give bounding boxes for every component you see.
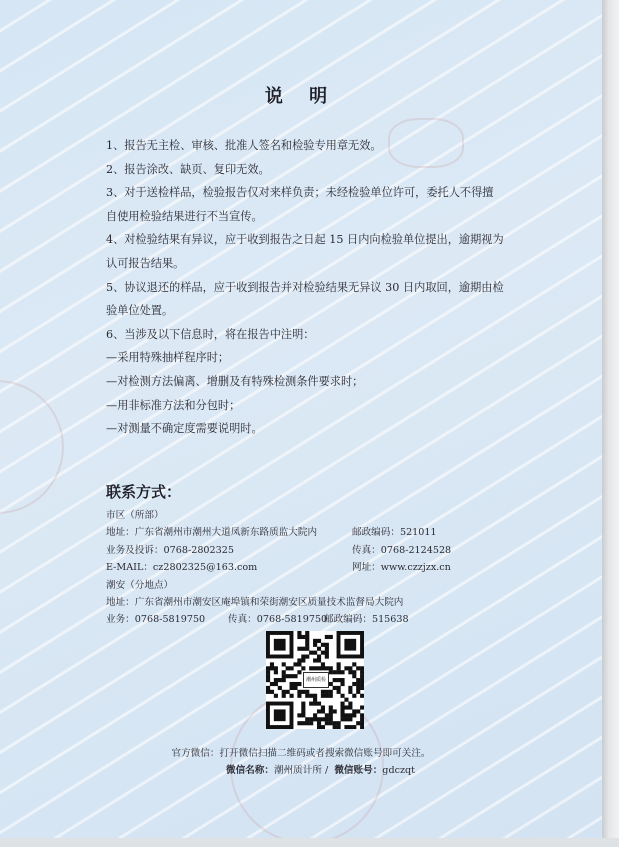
- note-line: 自使用检验结果进行不当宣传。: [106, 209, 263, 223]
- qr-module: [305, 635, 309, 639]
- qr-module: [290, 674, 294, 678]
- qr-module: [313, 713, 317, 717]
- qr-module: [325, 655, 329, 659]
- qr-module: [301, 690, 305, 694]
- qr-module: [352, 682, 356, 686]
- qr-module: [360, 717, 364, 721]
- qr-module: [333, 709, 337, 713]
- city-office-label: 市区（所部）: [106, 510, 164, 521]
- qr-module: [297, 658, 301, 662]
- qr-module: [337, 725, 341, 729]
- qr-module: [313, 694, 317, 698]
- qr-module: [329, 670, 333, 674]
- qr-module: [293, 682, 297, 686]
- qr-module: [360, 678, 364, 682]
- qr-module: [297, 631, 301, 635]
- qr-module: [337, 686, 341, 690]
- qr-module: [337, 678, 341, 682]
- city-phone: 业务及投诉：0768-2802325: [106, 544, 234, 556]
- note-line: 3、对于送检样品，检验报告仅对来样负责；未经检验单位许可，委托人不得擅: [106, 186, 494, 200]
- qr-module: [352, 709, 356, 713]
- note-line: 4、对检验结果有异议，应于收到报告之日起 15 日内向检验单位提出，逾期视为: [106, 233, 504, 247]
- qr-module: [321, 690, 325, 694]
- qr-module: [321, 651, 325, 655]
- qr-module: [329, 709, 333, 713]
- city-email: E-MAIL：cz2802325@163.com: [106, 562, 258, 574]
- note-line: 验单位处置。: [106, 304, 174, 318]
- qr-module: [270, 690, 274, 694]
- qr-module: [274, 670, 278, 674]
- qr-module: [301, 705, 305, 709]
- qr-module: [317, 647, 321, 651]
- qr-module: [305, 721, 309, 725]
- wechat-account: gdczqt: [382, 765, 416, 776]
- qr-module: [348, 666, 352, 670]
- qr-module: [309, 702, 313, 706]
- qr-module: [297, 694, 301, 698]
- qr-module: [282, 670, 286, 674]
- qr-module: [309, 721, 313, 725]
- qr-module: [266, 690, 270, 694]
- qr-module: [301, 721, 305, 725]
- qr-logo: 潮州质检: [303, 672, 329, 688]
- wechat-qr-code: [266, 631, 364, 729]
- qr-module: [360, 721, 364, 725]
- qr-module: [313, 717, 317, 721]
- qr-module: [333, 686, 337, 690]
- qr-module: [305, 694, 309, 698]
- qr-module: [290, 682, 294, 686]
- qr-module: [333, 725, 337, 729]
- city-website: 网址：www.czzjzx.cn: [352, 562, 451, 574]
- qr-module: [356, 690, 360, 694]
- qr-module: [290, 686, 294, 690]
- qr-module: [297, 662, 301, 666]
- qr-module: [337, 666, 341, 670]
- qr-module: [348, 705, 352, 709]
- qr-module: [297, 690, 301, 694]
- qr-module: [352, 725, 356, 729]
- qr-module: [340, 717, 344, 721]
- qr-module: [344, 725, 348, 729]
- qr-module: [337, 670, 341, 674]
- qr-module: [278, 678, 282, 682]
- qr-module: [282, 674, 286, 678]
- qr-module: [290, 666, 294, 670]
- qr-module: [344, 713, 348, 717]
- qr-module: [317, 702, 321, 706]
- note-line: 认可报告结果。: [106, 256, 185, 270]
- branch-office-label: 潮安（分地点）: [106, 579, 174, 591]
- qr-module: [340, 702, 344, 706]
- qr-module: [282, 690, 286, 694]
- qr-module: [313, 651, 317, 655]
- qr-module: [333, 678, 337, 682]
- qr-module: [344, 698, 348, 702]
- qr-module: [321, 662, 325, 666]
- qr-module: [325, 643, 329, 647]
- wechat-instruction: 官方微信：打开微信扫描二维码或者搜索微信账号即可关注。: [171, 748, 431, 759]
- qr-module: [329, 721, 333, 725]
- city-address: 地址：广东省潮州市潮州大道凤新东路质监大院内: [106, 527, 318, 539]
- qr-module: [325, 694, 329, 698]
- qr-module: [282, 694, 286, 698]
- city-postcode: 邮政编码：521011: [352, 527, 437, 539]
- qr-module: [321, 643, 325, 647]
- qr-module: [313, 639, 317, 643]
- qr-module: [321, 666, 325, 670]
- qr-module: [293, 674, 297, 678]
- qr-module: [313, 698, 317, 702]
- wechat-name: 潮州质计所: [273, 765, 322, 776]
- qr-finder-pattern: [274, 709, 286, 721]
- qr-module: [290, 694, 294, 698]
- qr-module: [329, 705, 333, 709]
- qr-module: [305, 690, 309, 694]
- qr-module: [329, 690, 333, 694]
- qr-module: [340, 713, 344, 717]
- qr-finder-pattern: [344, 639, 356, 651]
- qr-module: [360, 682, 364, 686]
- qr-module: [282, 662, 286, 666]
- qr-module: [329, 694, 333, 698]
- qr-module: [352, 670, 356, 674]
- qr-module: [317, 666, 321, 670]
- qr-module: [313, 702, 317, 706]
- qr-finder-pattern: [274, 639, 286, 651]
- qr-module: [321, 694, 325, 698]
- qr-module: [325, 651, 329, 655]
- qr-module: [340, 678, 344, 682]
- qr-module: [344, 717, 348, 721]
- notes-list: [106, 134, 506, 441]
- wechat-account-label: 微信账号：: [334, 765, 383, 776]
- qr-module: [305, 647, 309, 651]
- qr-module: [317, 639, 321, 643]
- qr-module: [348, 713, 352, 717]
- qr-module: [352, 674, 356, 678]
- qr-module: [321, 725, 325, 729]
- note-line: —采用特殊抽样程序时；: [106, 351, 230, 365]
- qr-module: [305, 639, 309, 643]
- qr-module: [297, 721, 301, 725]
- qr-module: [317, 658, 321, 662]
- qr-module: [270, 666, 274, 670]
- qr-module: [301, 713, 305, 717]
- branch-postcode: 邮政编码：515638: [324, 614, 409, 626]
- branch-address: 地址：广东省潮州市潮安区庵埠镇和荣街潮安区质量技术监督局大院内: [106, 596, 404, 608]
- qr-module: [352, 694, 356, 698]
- qr-module: [329, 682, 333, 686]
- qr-module: [360, 674, 364, 678]
- qr-module: [270, 682, 274, 686]
- qr-module: [317, 721, 321, 725]
- qr-module: [360, 705, 364, 709]
- qr-module: [274, 682, 278, 686]
- qr-module: [297, 647, 301, 651]
- qr-module: [309, 666, 313, 670]
- qr-module: [297, 713, 301, 717]
- qr-module: [309, 651, 313, 655]
- qr-module: [340, 709, 344, 713]
- qr-module: [301, 709, 305, 713]
- qr-module: [293, 662, 297, 666]
- qr-module: [313, 666, 317, 670]
- qr-module: [301, 658, 305, 662]
- qr-module: [301, 647, 305, 651]
- qr-module: [270, 662, 274, 666]
- qr-module: [321, 705, 325, 709]
- note-line: —对测量不确定度需要说明时。: [106, 422, 263, 436]
- branch-phone: 业务：0768-5819750: [106, 614, 206, 626]
- qr-module: [348, 670, 352, 674]
- qr-module: [333, 721, 337, 725]
- qr-module: [348, 686, 352, 690]
- qr-module: [325, 647, 329, 651]
- qr-module: [356, 721, 360, 725]
- note-line: —用非标准方法和分包时；: [106, 398, 241, 412]
- qr-module: [325, 721, 329, 725]
- qr-module: [360, 694, 364, 698]
- city-fax: 传真：0768-2124528: [352, 544, 452, 556]
- qr-module: [286, 674, 290, 678]
- qr-module: [340, 705, 344, 709]
- qr-module: [348, 690, 352, 694]
- qr-module: [301, 635, 305, 639]
- qr-module: [348, 717, 352, 721]
- qr-module: [344, 666, 348, 670]
- qr-module: [266, 666, 270, 670]
- qr-module: [305, 643, 309, 647]
- contact-block: [106, 507, 466, 629]
- qr-module: [352, 662, 356, 666]
- scan-edge: [602, 0, 619, 847]
- qr-module: [321, 717, 325, 721]
- qr-module: [317, 717, 321, 721]
- qr-module: [321, 709, 325, 713]
- qr-module: [293, 686, 297, 690]
- note-line: 5、协议退还的样品，应于收到报告并对检验结果无异议 30 日内取回，逾期由检: [106, 280, 504, 294]
- qr-module: [313, 658, 317, 662]
- qr-module: [340, 682, 344, 686]
- qr-module: [360, 713, 364, 717]
- qr-module: [282, 678, 286, 682]
- qr-module: [317, 725, 321, 729]
- qr-module: [325, 690, 329, 694]
- qr-module: [356, 682, 360, 686]
- qr-module: [352, 713, 356, 717]
- qr-module: [305, 717, 309, 721]
- qr-module: [348, 702, 352, 706]
- qr-module: [309, 694, 313, 698]
- qr-module: [333, 670, 337, 674]
- qr-module: [301, 655, 305, 659]
- qr-module: [356, 709, 360, 713]
- qr-module: [274, 666, 278, 670]
- qr-module: [286, 666, 290, 670]
- qr-module: [266, 686, 270, 690]
- scan-edge-bottom: [0, 838, 619, 847]
- qr-module: [266, 678, 270, 682]
- qr-module: [344, 705, 348, 709]
- qr-module: [301, 666, 305, 670]
- qr-module: [266, 674, 270, 678]
- stamp-ring-left: [0, 380, 64, 514]
- qr-module: [356, 686, 360, 690]
- qr-module: [337, 662, 341, 666]
- qr-module: [356, 678, 360, 682]
- qr-module: [309, 717, 313, 721]
- wechat-info: 微信名称：潮州质计所 / 微信账号：gdczqt: [226, 765, 416, 776]
- qr-module: [337, 690, 341, 694]
- qr-module: [329, 713, 333, 717]
- branch-fax: 传真：0768-5819750: [228, 614, 328, 626]
- qr-module: [305, 655, 309, 659]
- page-title: 说 明: [264, 86, 338, 107]
- qr-module: [274, 678, 278, 682]
- qr-module: [297, 682, 301, 686]
- note-line: —对检测方法偏离、增删及有特殊检测条件要求时；: [106, 374, 364, 388]
- qr-module: [325, 635, 329, 639]
- wechat-name-label: 微信名称：: [226, 765, 274, 776]
- qr-module: [329, 635, 333, 639]
- qr-module: [286, 690, 290, 694]
- qr-module: [340, 694, 344, 698]
- qr-module: [360, 670, 364, 674]
- qr-module: [329, 717, 333, 721]
- qr-module: [340, 670, 344, 674]
- qr-module: [356, 666, 360, 670]
- qr-module: [337, 721, 341, 725]
- qr-module: [317, 655, 321, 659]
- qr-module: [297, 670, 301, 674]
- qr-module: [297, 635, 301, 639]
- qr-module: [360, 725, 364, 729]
- note-line: 6、当涉及以下信息时，将在报告中注明：: [106, 327, 315, 341]
- qr-module: [278, 686, 282, 690]
- qr-module: [325, 717, 329, 721]
- qr-module: [266, 670, 270, 674]
- qr-module: [360, 686, 364, 690]
- qr-module: [348, 725, 352, 729]
- qr-module: [325, 713, 329, 717]
- qr-module: [329, 666, 333, 670]
- note-line: 1、报告无主检、审核、批准人签名和检验专用章无效。: [106, 139, 382, 152]
- qr-module: [317, 709, 321, 713]
- qr-module: [325, 666, 329, 670]
- contact-heading: 联系方式：: [106, 483, 182, 501]
- note-line: 2、报告涂改、缺页、复印无效。: [106, 162, 270, 176]
- qr-module: [301, 702, 305, 706]
- qr-module: [313, 643, 317, 647]
- qr-module: [274, 694, 278, 698]
- qr-module: [305, 631, 309, 635]
- qr-module: [360, 666, 364, 670]
